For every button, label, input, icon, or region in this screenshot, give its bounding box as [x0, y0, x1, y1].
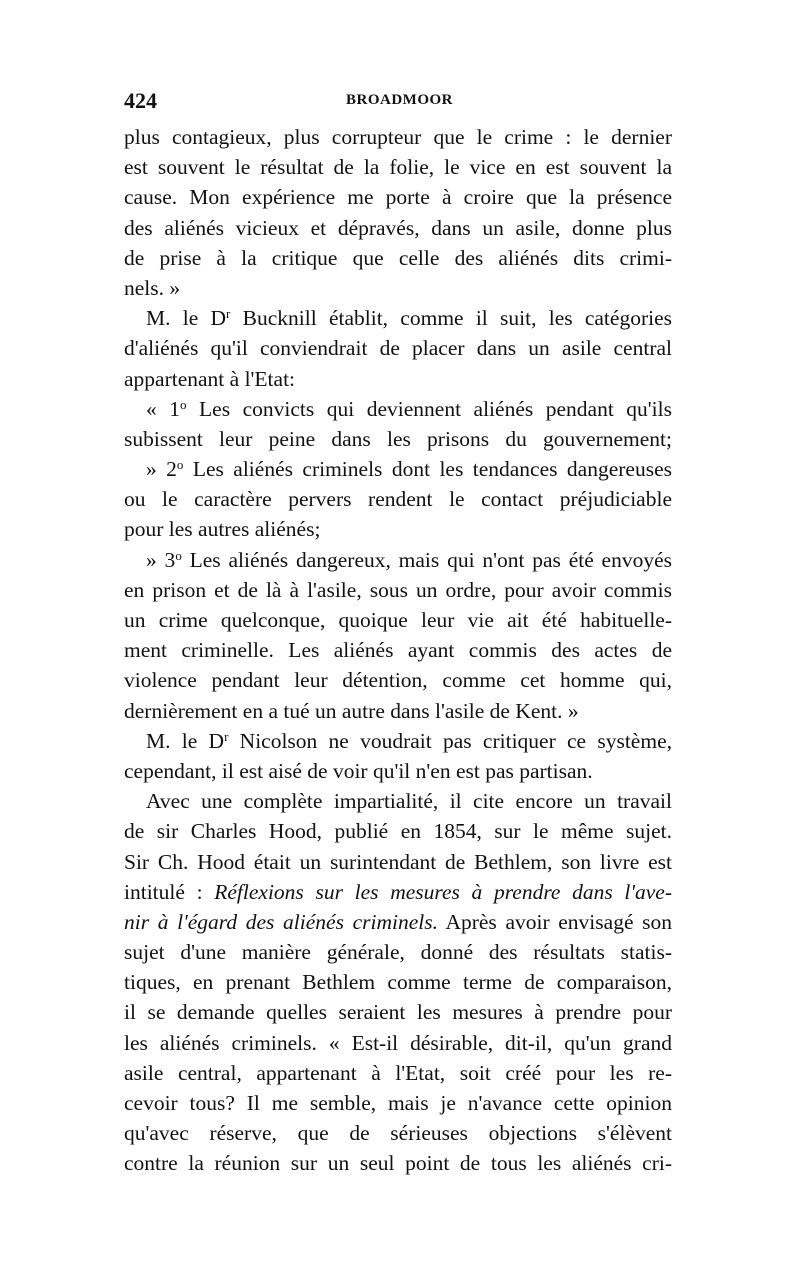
- text-line: nels. »: [124, 275, 181, 300]
- book-page: [124, 88, 672, 1179]
- text-line: pour les autres aliénés;: [124, 517, 321, 542]
- line-segment: « 1: [146, 396, 181, 421]
- superscript: o: [180, 396, 187, 412]
- text-line: tiques, en prenant Bethlem comme terme de comparaison,: [124, 970, 672, 995]
- text-line: Sir Ch. Hood était un surintendant de Bethlem, son livre est: [124, 849, 672, 874]
- text-line: des aliénés vicieux et dépravés, dans un asile, donne plus: [124, 215, 672, 240]
- superscript: o: [175, 547, 182, 563]
- text-line: en prison et de là à l'asile, sous un ordre, pour avoir commis: [124, 577, 672, 602]
- superscript: o: [176, 457, 184, 473]
- page-number: 424: [124, 88, 157, 113]
- text-line: de prise à la critique que celle des aliénés dits crimi-: [124, 245, 672, 270]
- text-line: [124, 303, 672, 333]
- text-line: est souvent le résultat de la folie, le vice en est souvent la: [124, 155, 672, 180]
- text-line: [124, 454, 672, 484]
- text-line: [124, 877, 672, 907]
- text-line: ou le caractère pervers rendent le contact préjudiciable: [124, 487, 672, 512]
- page-header: [124, 88, 672, 116]
- line-segment: Bucknill établit, comme il suit, les catégories: [230, 306, 672, 331]
- text-line: dernièrement en a tué un autre dans l'asile de Kent. »: [124, 698, 579, 723]
- superscript: r: [224, 728, 229, 744]
- text-line: de sir Charles Hood, publié en 1854, sur le même sujet.: [124, 819, 672, 844]
- text-line: d'aliénés qu'il conviendrait de placer dans un asile central: [124, 336, 672, 361]
- line-segment: Nicolson ne voudrait pas critiquer ce système,: [228, 728, 672, 753]
- text-line: asile central, appartenant à l'Etat, soit créé pour les re-: [124, 1060, 672, 1085]
- text-line: contre la réunion sur un seul point de tous les aliénés cri-: [124, 1151, 672, 1176]
- line-segment: » 3: [146, 547, 176, 572]
- text-line: ment criminelle. Les aliénés ayant commis des actes de: [124, 638, 672, 663]
- line-segment: Après avoir envisagé son: [437, 909, 673, 934]
- line-segment: Les convicts qui deviennent aliénés pendant qu'ils: [186, 396, 672, 421]
- text-line: sujet d'une manière générale, donné des résultats statis-: [124, 940, 672, 965]
- text-line: plus contagieux, plus corrupteur que le crime : le dernier: [124, 125, 672, 149]
- text-line: Avec une complète impartialité, il cite encore un travail: [146, 789, 672, 814]
- text-line: appartenant à l'Etat:: [124, 366, 296, 391]
- line-segment: M. le D: [146, 728, 225, 753]
- text-line: [124, 545, 672, 575]
- body-text: [124, 122, 672, 1179]
- line-segment: Les aliénés dangereux, mais qui n'ont pas été envoyés: [181, 547, 673, 572]
- text-line: qu'avec réserve, que de sérieuses objections s'élèvent: [124, 1121, 672, 1146]
- book-title-italic: nir à l'égard des aliénés criminels.: [124, 909, 438, 934]
- text-line: subissent leur peine dans les prisons du gouvernement;: [124, 426, 672, 451]
- text-line: violence pendant leur détention, comme cet homme qui,: [124, 668, 672, 693]
- text-line: cevoir tous? Il me semble, mais je n'avance cette opinion: [124, 1091, 672, 1115]
- text-line: un crime quelconque, quoique leur vie ait été habituelle-: [124, 608, 672, 632]
- text-line: les aliénés criminels. « Est-il désirable, dit-il, qu'un grand: [124, 1030, 672, 1055]
- text-line: cause. Mon expérience me porte à croire que la présence: [124, 185, 672, 210]
- line-segment: Les aliénés criminels dont les tendances dangereuses: [183, 457, 672, 482]
- superscript: r: [226, 306, 231, 322]
- text-line: [124, 726, 672, 756]
- text-line: il se demande quelles seraient les mesures à prendre pour: [124, 1000, 672, 1025]
- text-line: [124, 907, 672, 937]
- line-segment: intitulé :: [124, 879, 215, 904]
- running-head: BROADMOOR: [346, 92, 453, 108]
- text-line: [124, 394, 672, 424]
- text-line: cependant, il est aisé de voir qu'il n'en est pas partisan.: [124, 758, 593, 783]
- line-segment: M. le D: [146, 306, 227, 331]
- book-title-italic: Réflexions sur les mesures à prendre dans l'ave-: [214, 879, 672, 904]
- line-segment: » 2: [146, 457, 177, 482]
